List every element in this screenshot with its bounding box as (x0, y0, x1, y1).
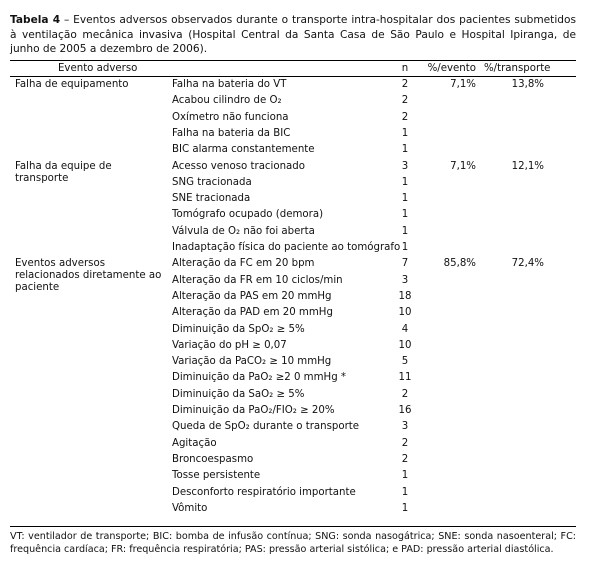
row-n: 1 (401, 209, 409, 220)
row-item: Diminuição da PaO₂ ≥2 0 mmHg * (172, 372, 346, 383)
row-n: 1 (401, 470, 409, 481)
row-n: 4 (401, 324, 409, 335)
row-item: Tomógrafo ocupado (demora) (172, 209, 324, 220)
row-item: Válvula de O₂ não foi aberta (172, 226, 315, 237)
header-n: n (401, 63, 409, 74)
row-item: Falha na bateria do VT (172, 79, 287, 90)
row-item: Desconforto respiratório importante (172, 487, 356, 498)
group-name: Falha de equipamento (15, 79, 129, 90)
row-item: Acabou cilindro de O₂ (172, 95, 282, 106)
row-item: SNE tracionada (172, 193, 251, 204)
row-n: 2 (401, 95, 409, 106)
row-item: Diminuição da SaO₂ ≥ 5% (172, 389, 305, 400)
row-n: 1 (401, 193, 409, 204)
row-item: Agitação (172, 438, 217, 449)
row-item: Diminuição da PaO₂/FIO₂ ≥ 20% (172, 405, 335, 416)
group-name: Falha da equipe de transporte (15, 161, 112, 184)
row-item: Variação da PaCO₂ ≥ 10 mmHg (172, 356, 332, 367)
row-n: 1 (401, 242, 409, 253)
row-item: Diminuição da SpO₂ ≥ 5% (172, 324, 305, 335)
row-n: 1 (401, 177, 409, 188)
row-n: 2 (401, 454, 409, 465)
table-caption (10, 13, 576, 57)
row-n: 7 (401, 258, 409, 269)
row-n: 18 (398, 291, 412, 302)
row-n: 16 (398, 405, 412, 416)
group-name: Eventos adversos relacionados diretamente ao paciente (15, 258, 162, 293)
group-pct-transporte: 13,8% (511, 79, 544, 90)
table-label: Tabela 4 (10, 14, 61, 26)
row-item: Acesso venoso tracionado (172, 161, 305, 172)
row-item: Variação do pH ≥ 0,07 (172, 340, 287, 351)
row-n: 3 (401, 161, 409, 172)
row-n: 11 (398, 372, 412, 383)
row-item: Queda de SpO₂ durante o transporte (172, 421, 360, 432)
header-evento: Evento adverso (58, 63, 138, 74)
row-item: Vômito (172, 503, 208, 514)
row-n: 2 (401, 79, 409, 90)
row-n: 5 (401, 356, 409, 367)
bottom-rule (10, 526, 576, 527)
row-n: 10 (398, 307, 412, 318)
row-item: Alteração da PAD em 20 mmHg (172, 307, 333, 318)
row-item: Oxímetro não funciona (172, 112, 289, 123)
top-rule (10, 60, 576, 61)
row-n: 3 (401, 275, 409, 286)
row-n: 2 (401, 389, 409, 400)
row-n: 1 (401, 144, 409, 155)
row-n: 1 (401, 487, 409, 498)
table-footnote: VT: ventilador de transporte; BIC: bomba de infusão contínua; SNG: sonda nasogátrica; SNE: sonda nasoenteral; FC: frequência cardíaca; FR: frequência respiratória; PAS: pressão arterial sistólica; e PAD: pressão arterial diastólica. (10, 531, 576, 556)
row-item: BIC alarma constantemente (172, 144, 315, 155)
row-item: Alteração da FC em 20 bpm (172, 258, 315, 269)
row-n: 3 (401, 421, 409, 432)
row-n: 10 (398, 340, 412, 351)
header-pct-evento: %/evento (427, 63, 476, 74)
row-item: Broncoespasmo (172, 454, 254, 465)
row-item: Inadaptação física do paciente ao tomógrafo (172, 242, 401, 253)
row-item: Alteração da FR em 10 ciclos/min (172, 275, 343, 286)
row-item: Falha na bateria da BIC (172, 128, 291, 139)
row-item: SNG tracionada (172, 177, 252, 188)
group-pct-evento: 85,8% (443, 258, 476, 269)
header-pct-transporte: %/transporte (484, 63, 551, 74)
row-n: 1 (401, 503, 409, 514)
row-n: 1 (401, 226, 409, 237)
row-item: Alteração da PAS em 20 mmHg (172, 291, 332, 302)
group-pct-transporte: 12,1% (511, 161, 544, 172)
group-pct-evento: 7,1% (450, 161, 476, 172)
row-n: 2 (401, 112, 409, 123)
group-pct-transporte: 72,4% (511, 258, 544, 269)
row-item: Tosse persistente (172, 470, 261, 481)
row-n: 2 (401, 438, 409, 449)
row-n: 1 (401, 128, 409, 139)
header-rule (10, 76, 576, 77)
group-pct-evento: 7,1% (450, 79, 476, 90)
caption-text: – Eventos adversos observados durante o transporte intra-hospitalar dos pacientes submetidos à ventilação mecânica invasiva (Hospital Central da Santa Casa de São Paulo e Hospital Ipiranga, de junho de 2005 a dezembro de 2006). (10, 14, 576, 56)
